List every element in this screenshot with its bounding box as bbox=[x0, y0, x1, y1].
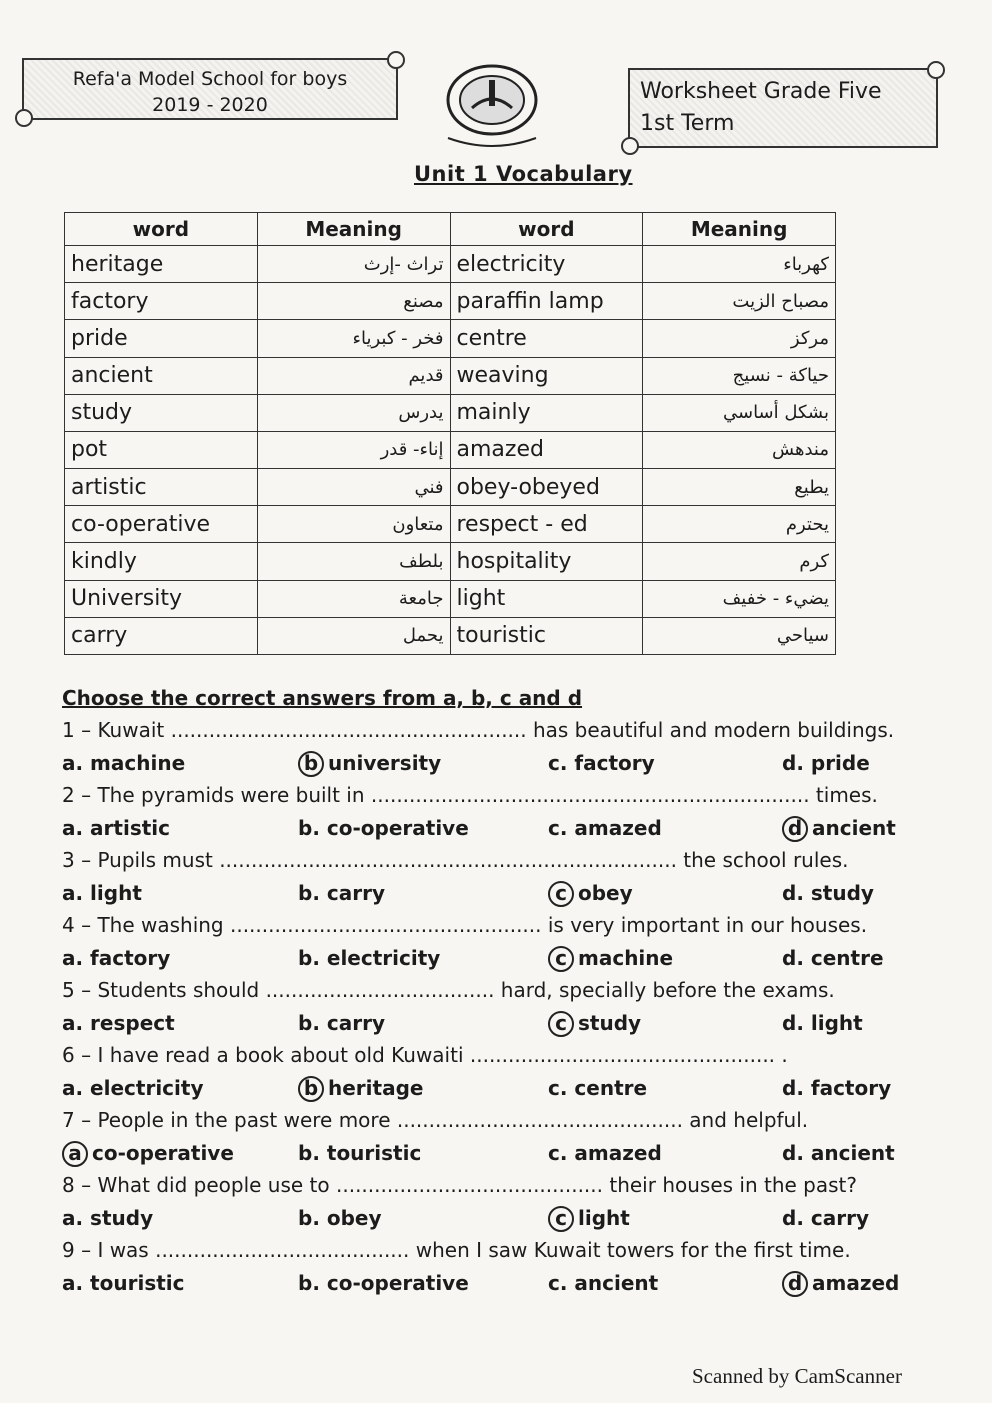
option-label: heritage bbox=[328, 1076, 424, 1100]
answer-option: a. respect bbox=[62, 1011, 175, 1035]
circled-letter: c bbox=[548, 1011, 574, 1037]
scanner-watermark: Scanned by CamScanner bbox=[692, 1364, 902, 1388]
circled-letter: c bbox=[548, 881, 574, 907]
table-row bbox=[65, 357, 836, 394]
meaning-cell: مصباح الزيت bbox=[643, 283, 836, 320]
meaning-cell: يطيع bbox=[643, 469, 836, 506]
answer-option: b. co-operative bbox=[298, 1271, 469, 1295]
answer-option: a. light bbox=[62, 881, 142, 905]
meaning-cell: بشكل أساسي bbox=[643, 394, 836, 431]
answer-option: b. obey bbox=[298, 1206, 382, 1230]
circled-answer-option bbox=[548, 881, 633, 907]
option-label: university bbox=[328, 751, 442, 775]
answer-option: a. touristic bbox=[62, 1271, 185, 1295]
vocabulary-table bbox=[64, 212, 836, 655]
meaning-cell: متعاون bbox=[257, 506, 450, 543]
column-header: word bbox=[65, 213, 258, 246]
table-row bbox=[65, 283, 836, 320]
option-label: ancient bbox=[812, 816, 896, 840]
answer-option: b. electricity bbox=[298, 946, 441, 970]
answer-option: a. factory bbox=[62, 946, 171, 970]
option-label: light bbox=[578, 1206, 630, 1230]
school-name: Refa'a Model School for boys bbox=[72, 68, 348, 90]
word-cell: kindly bbox=[65, 543, 258, 580]
option-label: obey bbox=[578, 881, 633, 905]
column-header: Meaning bbox=[257, 213, 450, 246]
word-cell: respect - ed bbox=[450, 506, 643, 543]
instruction-heading: Choose the correct answers from a, b, c and d bbox=[62, 686, 583, 710]
meaning-cell: مندهش bbox=[643, 431, 836, 468]
option-label: study bbox=[578, 1011, 642, 1035]
word-cell: centre bbox=[450, 320, 643, 357]
school-year: 2019 - 2020 bbox=[152, 94, 268, 116]
option-label: amazed bbox=[812, 1271, 900, 1295]
meaning-cell: كهرباء bbox=[643, 246, 836, 283]
meaning-cell: فخر - كبرياء bbox=[257, 320, 450, 357]
meaning-cell: يدرس bbox=[257, 394, 450, 431]
meaning-cell: قديم bbox=[257, 357, 450, 394]
word-cell: amazed bbox=[450, 431, 643, 468]
word-cell: light bbox=[450, 580, 643, 617]
word-cell: pride bbox=[65, 320, 258, 357]
meaning-cell: كرم bbox=[643, 543, 836, 580]
meaning-cell: يحمل bbox=[257, 617, 450, 654]
table-row bbox=[65, 543, 836, 580]
meaning-cell: مصنع bbox=[257, 283, 450, 320]
table-row bbox=[65, 580, 836, 617]
table-row bbox=[65, 617, 836, 654]
answer-option: d. factory bbox=[782, 1076, 892, 1100]
circled-letter: b bbox=[298, 751, 324, 777]
option-label: machine bbox=[578, 946, 674, 970]
option-label: co-operative bbox=[92, 1141, 234, 1165]
circled-answer-option bbox=[782, 1271, 899, 1297]
circled-answer-option bbox=[548, 1011, 641, 1037]
word-cell: weaving bbox=[450, 357, 643, 394]
circled-answer-option bbox=[548, 1206, 630, 1232]
question-text: 1 – Kuwait ........................................................ has beautiful and modern buildings. bbox=[62, 718, 895, 742]
table-row bbox=[65, 246, 836, 283]
meaning-cell: جامعة bbox=[257, 580, 450, 617]
question-text: 8 – What did people use to .......................................... their houses in the past? bbox=[62, 1173, 858, 1197]
answer-option: d. pride bbox=[782, 751, 870, 775]
circled-letter: c bbox=[548, 1206, 574, 1232]
word-cell: carry bbox=[65, 617, 258, 654]
table-row bbox=[65, 320, 836, 357]
word-cell: heritage bbox=[65, 246, 258, 283]
meaning-cell: بلطف bbox=[257, 543, 450, 580]
word-cell: hospitality bbox=[450, 543, 643, 580]
answer-option: d. carry bbox=[782, 1206, 869, 1230]
answer-option: c. factory bbox=[548, 751, 655, 775]
worksheet-title: Worksheet Grade Five bbox=[640, 79, 882, 104]
circled-answer-option bbox=[298, 751, 441, 777]
table-row bbox=[65, 469, 836, 506]
question-text: 3 – Pupils must ........................................................................ the school rules. bbox=[62, 848, 849, 872]
answer-option: c. amazed bbox=[548, 1141, 662, 1165]
word-cell: ancient bbox=[65, 357, 258, 394]
school-banner bbox=[22, 58, 398, 120]
answer-option: c. centre bbox=[548, 1076, 648, 1100]
circled-answer-option bbox=[298, 1076, 423, 1102]
word-cell: University bbox=[65, 580, 258, 617]
answer-option: c. ancient bbox=[548, 1271, 659, 1295]
word-cell: co-operative bbox=[65, 506, 258, 543]
meaning-cell: يضيء - خفيف bbox=[643, 580, 836, 617]
answer-option: a. study bbox=[62, 1206, 154, 1230]
answer-option: d. ancient bbox=[782, 1141, 895, 1165]
question-text: 6 – I have read a book about old Kuwaiti ................................................ . bbox=[62, 1043, 788, 1067]
word-cell: artistic bbox=[65, 469, 258, 506]
answer-option: d. centre bbox=[782, 946, 884, 970]
meaning-cell: حياكة - نسيج bbox=[643, 357, 836, 394]
school-logo bbox=[428, 50, 556, 162]
question-text: 4 – The washing ................................................. is very important in our houses. bbox=[62, 913, 868, 937]
question-text: 9 – I was ........................................ when I saw Kuwait towers for the first time. bbox=[62, 1238, 851, 1262]
answer-option: b. co-operative bbox=[298, 816, 469, 840]
word-cell: paraffin lamp bbox=[450, 283, 643, 320]
answer-option: a. electricity bbox=[62, 1076, 204, 1100]
meaning-cell: يحترم bbox=[643, 506, 836, 543]
page-title: Unit 1 Vocabulary bbox=[414, 162, 633, 186]
column-header: word bbox=[450, 213, 643, 246]
answer-option: b. carry bbox=[298, 1011, 385, 1035]
term-label: 1st Term bbox=[640, 111, 735, 136]
answer-option: b. touristic bbox=[298, 1141, 422, 1165]
circled-answer-option bbox=[62, 1141, 234, 1167]
circled-letter: a bbox=[62, 1141, 88, 1167]
word-cell: factory bbox=[65, 283, 258, 320]
word-cell: touristic bbox=[450, 617, 643, 654]
circled-answer-option bbox=[548, 946, 673, 972]
worksheet-banner bbox=[628, 68, 938, 148]
circled-letter: b bbox=[298, 1076, 324, 1102]
table-row bbox=[65, 394, 836, 431]
question-text: 5 – Students should .................................... hard, specially before the exams. bbox=[62, 978, 835, 1002]
table-row bbox=[65, 431, 836, 468]
word-cell: mainly bbox=[450, 394, 643, 431]
question-text: 2 – The pyramids were built in ..................................................................... times. bbox=[62, 783, 878, 807]
meaning-cell: إناء- قدر bbox=[257, 431, 450, 468]
column-header: Meaning bbox=[643, 213, 836, 246]
word-cell: study bbox=[65, 394, 258, 431]
word-cell: electricity bbox=[450, 246, 643, 283]
meaning-cell: تراث -إرث bbox=[257, 246, 450, 283]
question-text: 7 – People in the past were more ............................................. and helpful. bbox=[62, 1108, 809, 1132]
answer-option: c. amazed bbox=[548, 816, 662, 840]
answer-option: a. artistic bbox=[62, 816, 171, 840]
word-cell: pot bbox=[65, 431, 258, 468]
circled-answer-option bbox=[782, 816, 896, 842]
answer-option: d. light bbox=[782, 1011, 863, 1035]
answer-option: a. machine bbox=[62, 751, 186, 775]
meaning-cell: سياحي bbox=[643, 617, 836, 654]
answer-option: b. carry bbox=[298, 881, 385, 905]
table-header-row bbox=[65, 213, 836, 246]
circled-letter: d bbox=[782, 1271, 808, 1297]
meaning-cell: فني bbox=[257, 469, 450, 506]
word-cell: obey-obeyed bbox=[450, 469, 643, 506]
answer-option: d. study bbox=[782, 881, 874, 905]
circled-letter: c bbox=[548, 946, 574, 972]
meaning-cell: مركز bbox=[643, 320, 836, 357]
circled-letter: d bbox=[782, 816, 808, 842]
table-row bbox=[65, 506, 836, 543]
